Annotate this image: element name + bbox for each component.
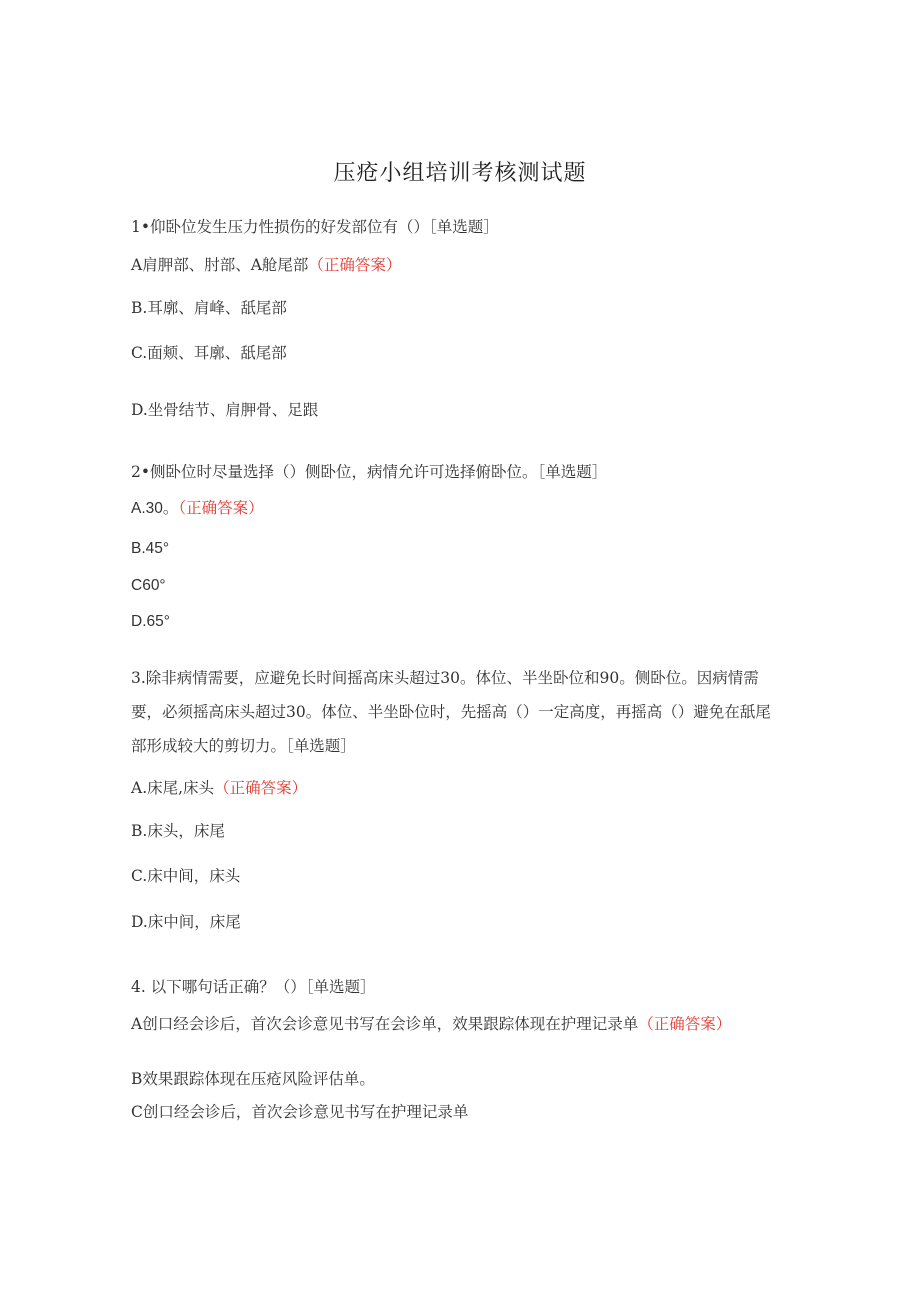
question-3-option-a <box>131 778 307 798</box>
correct-answer-mark: （正确答案） <box>638 1015 732 1033</box>
question-3-stem: 3.除非病情需要，应避免长时间摇高床头超过30。体位、半坐卧位和90。侧卧位。因病情需要，必须摇高床头超过30。体位、半坐卧位时，先摇高（）一定高度，再摇高（）避免在舐尾部形成较大的剪切力。［单选题］ <box>131 669 771 755</box>
question-4-option-b: B效果跟踪体现在压疮风险评估单。 <box>131 1070 375 1088</box>
question-3-option-d: D.床中间，床尾 <box>131 913 241 931</box>
option-text: A.床尾,床头 <box>131 779 215 797</box>
question-1-option-d: D.坐骨结节、肩胛骨、足跟 <box>131 401 319 419</box>
question-4-option-a <box>131 1012 761 1036</box>
question-3-option-b: B.床头，床尾 <box>131 822 225 840</box>
correct-answer-mark: （正确答案） <box>178 499 264 517</box>
option-text: A.30。 <box>131 500 179 517</box>
question-2-option-b: B.45° <box>131 540 170 557</box>
question-1-option-c: C.面颊、耳廓、舐尾部 <box>131 344 287 362</box>
page-title: 压疮小组培训考核测试题 <box>333 161 587 186</box>
option-text: A创口经会诊后，首次会诊意见书写在会诊单，效果跟踪体现在护理记录单 <box>131 1015 639 1033</box>
option-text: A肩胛部、肘部、A舱尾部 <box>131 256 309 274</box>
question-2-option-c: C60° <box>131 577 166 594</box>
question-1-option-a <box>131 255 401 275</box>
question-4-stem: 4. 以下哪句话正确？（）［单选题］ <box>131 978 376 996</box>
question-1-stem: 1•仰卧位发生压力性损伤的好发部位有（）［单选题］ <box>131 218 499 236</box>
question-2-option-d: D.65° <box>131 613 170 630</box>
question-4-option-c: C创口经会诊后，首次会诊意见书写在护理记录单 <box>131 1103 469 1121</box>
question-2-option-a <box>131 498 264 519</box>
correct-answer-mark: （正确答案） <box>214 779 308 797</box>
question-2-stem: 2•侧卧位时尽量选择（）侧卧位，病情允许可选择俯卧位。［单选题］ <box>131 463 608 481</box>
correct-answer-mark: （正确答案） <box>308 256 402 274</box>
question-1-option-b: B.耳廓、肩峰、舐尾部 <box>131 299 287 317</box>
question-3-option-c: C.床中间，床头 <box>131 867 241 885</box>
